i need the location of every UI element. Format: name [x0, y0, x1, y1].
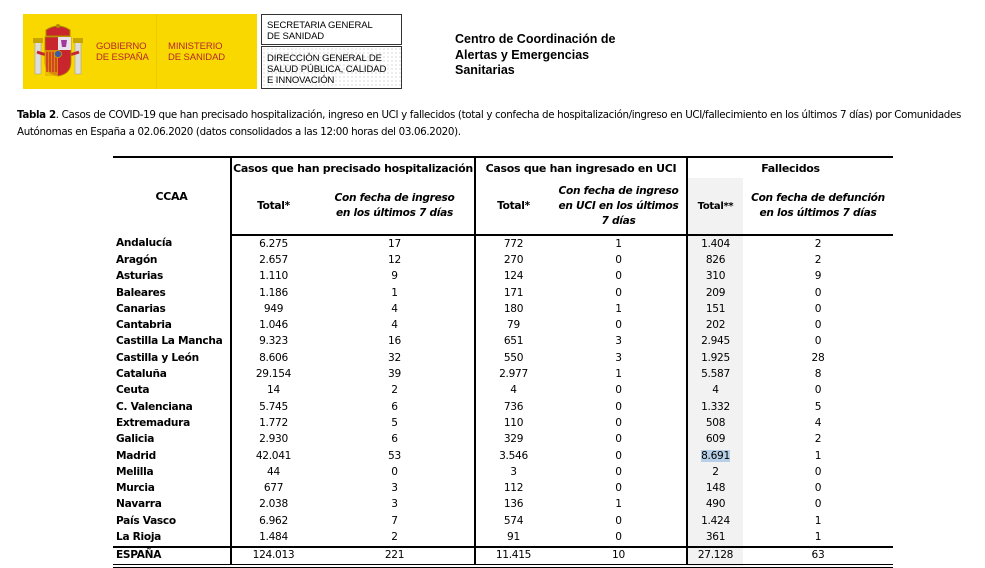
table-row — [113, 529, 893, 546]
cell-uci-7d: 0 — [615, 286, 622, 299]
cell-uci-7d: 0 — [615, 400, 622, 413]
cell-hosp-total: 949 — [231, 301, 315, 317]
cell-fall-7d: 0 — [814, 319, 822, 332]
cell-uci-total: 772 — [475, 235, 551, 252]
ministerio-line2: DE SANIDAD — [168, 52, 226, 63]
cell-hosp-total: 1.484 — [231, 529, 315, 546]
cell-uci-7d: 1 — [615, 237, 622, 250]
ccaa-name: Ceuta — [116, 384, 150, 397]
cell-fall-total: 310 — [687, 269, 743, 285]
ministerio-line1: MINISTERIO — [168, 41, 223, 52]
table-row — [113, 415, 893, 431]
ccaa-name: Navarra — [116, 498, 162, 511]
ccaa-name: ESPAÑA — [113, 547, 231, 566]
ccaa-name: C. Valenciana — [116, 400, 193, 413]
cell-hosp-7d: 2 — [391, 384, 398, 397]
cell-fall-7d: 1 — [814, 530, 822, 543]
cell-hosp-7d: 4 — [391, 302, 398, 315]
header-group-uci: Casos que han ingresado en UCI — [475, 157, 687, 178]
ccaa-name: Castilla y León — [116, 351, 199, 364]
cell-uci-7d: 3 — [615, 351, 622, 364]
cell-hosp-total: 6.275 — [231, 235, 315, 252]
cell-hosp-7d: 32 — [388, 351, 401, 364]
cell-fall-total: 1.424 — [687, 513, 743, 529]
cell-hosp-total: 2.038 — [231, 497, 315, 513]
cell-uci-total: 736 — [475, 399, 551, 415]
cell-fall-7d: 0 — [814, 482, 822, 495]
cell-uci-7d: 0 — [615, 253, 622, 266]
header-hosp-7d — [315, 178, 475, 235]
header-uci-total: Total* — [475, 178, 551, 235]
cell-uci-total: 171 — [475, 285, 551, 301]
header-uci-7d — [551, 178, 687, 235]
cell-fall-7d: 63 — [743, 547, 893, 566]
cell-hosp-total: 1.046 — [231, 317, 315, 333]
cell-uci-7d: 1 — [615, 302, 622, 315]
cell-fall-total — [687, 448, 743, 464]
secretaria-line2: DE SANIDAD — [267, 31, 325, 42]
cell-fall-total: 490 — [687, 497, 743, 513]
cell-uci-total: 91 — [475, 529, 551, 546]
cell-uci-7d: 0 — [615, 482, 622, 495]
cell-hosp-total: 8.606 — [231, 350, 315, 366]
cell-hosp-total: 1.186 — [231, 285, 315, 301]
header-group-hospitalizacion: Casos que han precisado hospitalización — [231, 157, 475, 178]
ccaa-name: Baleares — [116, 286, 166, 299]
secretaria-box — [261, 14, 402, 45]
cell-hosp-total: 44 — [231, 464, 315, 480]
caption-label: Tabla 2 — [17, 109, 56, 121]
ccaa-name: País Vasco — [116, 514, 176, 527]
ccaa-name: Murcia — [116, 482, 155, 495]
cell-uci-7d: 0 — [615, 449, 622, 462]
cell-fall-7d: 8 — [814, 368, 822, 381]
table-row — [113, 317, 893, 333]
cell-fall-total: 2 — [687, 464, 743, 480]
cell-fall-7d: 1 — [814, 449, 822, 462]
cell-uci-7d: 0 — [615, 530, 622, 543]
cell-uci-total: 329 — [475, 432, 551, 448]
ccaa-name: Melilla — [116, 465, 154, 478]
cell-uci-7d: 0 — [615, 465, 622, 478]
cell-hosp-7d: 7 — [391, 514, 398, 527]
cell-fall-7d: 0 — [814, 384, 822, 397]
cell-fall-7d: 5 — [814, 400, 822, 413]
covid-table — [113, 156, 893, 568]
table-row — [113, 464, 893, 480]
cell-uci-total: 4 — [475, 383, 551, 399]
header-ccaa: CCAA — [113, 157, 231, 235]
cell-uci-7d: 10 — [551, 547, 687, 566]
header-group-fallecidos: Fallecidos — [687, 157, 893, 178]
table-caption — [17, 107, 977, 141]
cell-fall-total: 826 — [687, 252, 743, 268]
table-row — [113, 480, 893, 496]
cell-hosp-total: 9.323 — [231, 334, 315, 350]
centro-line3: Sanitarias — [455, 63, 515, 77]
ccaa-name: Aragón — [116, 253, 158, 266]
cell-hosp-total: 29.154 — [231, 366, 315, 382]
cell-hosp-7d: 1 — [391, 286, 398, 299]
cell-fall-total: 148 — [687, 480, 743, 496]
cell-uci-total: 651 — [475, 334, 551, 350]
cell-hosp-total: 1.110 — [231, 269, 315, 285]
ccaa-name: Asturias — [116, 270, 164, 283]
table-row — [113, 513, 893, 529]
ministerio-label — [168, 41, 225, 63]
table-row — [113, 497, 893, 513]
cell-fall-total: 1.332 — [687, 399, 743, 415]
header-fall-7d — [743, 178, 893, 235]
secretaria-line1: SECRETARIA GENERAL — [267, 20, 373, 31]
ccaa-name: Cantabria — [116, 319, 172, 332]
direccion-line3: E INNOVACIÓN — [267, 75, 335, 86]
cell-fall-7d: 2 — [814, 237, 822, 250]
table-row — [113, 285, 893, 301]
table-row — [113, 301, 893, 317]
cell-fall-7d: 2 — [814, 433, 822, 446]
cell-hosp-7d: 39 — [388, 368, 401, 381]
cell-hosp-7d: 9 — [391, 270, 398, 283]
cell-fall-total: 209 — [687, 285, 743, 301]
cell-hosp-7d: 16 — [388, 335, 401, 348]
cell-fall-7d: 1 — [814, 514, 822, 527]
ccaa-name: Galicia — [116, 433, 155, 446]
table-row — [113, 269, 893, 285]
cell-uci-total: 180 — [475, 301, 551, 317]
cell-hosp-7d: 6 — [391, 400, 398, 413]
cell-fall-7d: 9 — [814, 270, 822, 283]
cell-hosp-7d: 17 — [388, 237, 401, 250]
cell-uci-total: 574 — [475, 513, 551, 529]
ccaa-name: Madrid — [116, 449, 156, 462]
cell-uci-7d: 0 — [615, 514, 622, 527]
cell-fall-total: 508 — [687, 415, 743, 431]
cell-fall-total: 609 — [687, 432, 743, 448]
cell-fall-total: 27.128 — [687, 547, 743, 566]
table-row — [113, 252, 893, 268]
cell-fall-total: 5.587 — [687, 366, 743, 382]
ccaa-name: Castilla La Mancha — [116, 335, 223, 348]
table-row — [113, 334, 893, 350]
table-row — [113, 383, 893, 399]
ccaa-name: La Rioja — [116, 530, 162, 543]
cell-fall-7d: 0 — [814, 465, 822, 478]
cell-uci-total: 112 — [475, 480, 551, 496]
cell-hosp-total: 6.962 — [231, 513, 315, 529]
table-row — [113, 448, 893, 464]
ccaa-name: Andalucía — [116, 237, 173, 250]
coat-of-arms-icon — [33, 22, 83, 82]
cell-fall-total: 151 — [687, 301, 743, 317]
centro-line1: Centro de Coordinación de — [455, 32, 616, 46]
cell-fall-total: 361 — [687, 529, 743, 546]
centro-line2: Alertas y Emergencias — [455, 47, 590, 62]
cell-hosp-7d: 53 — [388, 449, 401, 462]
cell-hosp-7d: 3 — [391, 498, 398, 511]
caption-text: . Casos de COVID-19 que han precisado hospitalización, ingreso en UCI y fallecidos (total y confecha de hospitalización/ingreso en UCI/fallecimiento en los últimos 7 días) por Comunidades Autónomas en España a 02.06.2020 (datos consolidados a las 12:00 horas del 03.06.2020). — [17, 109, 961, 138]
cell-uci-7d: 3 — [615, 335, 622, 348]
cell-fall-total: 4 — [687, 383, 743, 399]
table-row — [113, 350, 893, 366]
table-row — [113, 432, 893, 448]
cell-uci-7d: 0 — [615, 416, 622, 429]
cell-fall-total: 1.404 — [687, 235, 743, 252]
direccion-line1: DIRECCIÓN GENERAL DE — [267, 53, 382, 64]
cell-uci-7d: 0 — [615, 433, 622, 446]
header-hosp-7d-text: Con fecha de ingreso en los últimos 7 días — [334, 192, 455, 219]
cell-fall-7d: 4 — [814, 416, 822, 429]
gobierno-label — [96, 41, 149, 63]
cell-uci-total: 11.415 — [475, 547, 551, 566]
cell-hosp-total: 2.657 — [231, 252, 315, 268]
cell-fall-7d: 0 — [814, 302, 822, 315]
cell-hosp-7d: 2 — [391, 530, 398, 543]
table-row — [113, 366, 893, 382]
cell-uci-7d: 1 — [615, 498, 622, 511]
cell-hosp-7d: 6 — [391, 433, 398, 446]
header-hosp-total: Total* — [231, 178, 315, 235]
cell-fall-7d: 0 — [814, 286, 822, 299]
ccaa-name: Extremadura — [116, 416, 190, 429]
cell-uci-7d: 0 — [615, 270, 622, 283]
cell-uci-total: 3.546 — [475, 448, 551, 464]
cell-fall-total: 1.925 — [687, 350, 743, 366]
cell-hosp-7d: 221 — [315, 547, 475, 566]
cell-uci-7d: 0 — [615, 319, 622, 332]
cell-hosp-total: 2.930 — [231, 432, 315, 448]
ccaa-name: Cataluña — [116, 368, 167, 381]
gobierno-line1: GOBIERNO — [96, 41, 147, 52]
cell-hosp-7d: 0 — [391, 465, 398, 478]
header-fall-7d-text: Con fecha de defunción en los últimos 7 días — [751, 192, 885, 219]
cell-hosp-total: 14 — [231, 383, 315, 399]
cell-uci-total: 3 — [475, 464, 551, 480]
cell-uci-total: 550 — [475, 350, 551, 366]
cell-hosp-total: 677 — [231, 480, 315, 496]
cell-uci-total: 124 — [475, 269, 551, 285]
cell-fall-7d: 2 — [814, 253, 822, 266]
gobierno-line2: DE ESPAÑA — [96, 52, 149, 63]
cell-uci-total: 2.977 — [475, 366, 551, 382]
direccion-box — [261, 46, 402, 89]
cell-hosp-7d: 12 — [388, 253, 401, 266]
cell-hosp-7d: 3 — [391, 482, 398, 495]
selected-text-highlight: 8.691 — [701, 449, 730, 462]
cell-uci-total: 270 — [475, 252, 551, 268]
total-row — [113, 547, 893, 566]
cell-fall-7d: 0 — [814, 335, 822, 348]
cell-fall-total: 202 — [687, 317, 743, 333]
cell-uci-7d: 1 — [615, 368, 622, 381]
cell-hosp-total: 42.041 — [231, 448, 315, 464]
cell-uci-total: 79 — [475, 317, 551, 333]
direccion-line2: SALUD PÚBLICA, CALIDAD — [267, 64, 387, 75]
cell-hosp-total: 1.772 — [231, 415, 315, 431]
cell-fall-7d: 0 — [814, 498, 822, 511]
table-row — [113, 399, 893, 415]
cell-fall-total: 2.945 — [687, 334, 743, 350]
cell-hosp-7d: 5 — [391, 416, 398, 429]
table-row — [113, 235, 893, 252]
cell-fall-7d: 28 — [811, 351, 825, 364]
header-fall-total: Total** — [687, 178, 743, 235]
cell-uci-total: 136 — [475, 497, 551, 513]
cell-uci-total: 110 — [475, 415, 551, 431]
cell-uci-7d: 0 — [615, 384, 622, 397]
header-uci-7d-text: Con fecha de ingreso en UCI en los últimos 7 días — [558, 184, 679, 227]
ccaa-name: Canarias — [116, 302, 166, 315]
cell-hosp-total: 124.013 — [231, 547, 315, 566]
logo-divider — [156, 14, 157, 89]
centro-title — [455, 32, 615, 79]
cell-hosp-7d: 4 — [391, 319, 398, 332]
cell-hosp-total: 5.745 — [231, 399, 315, 415]
